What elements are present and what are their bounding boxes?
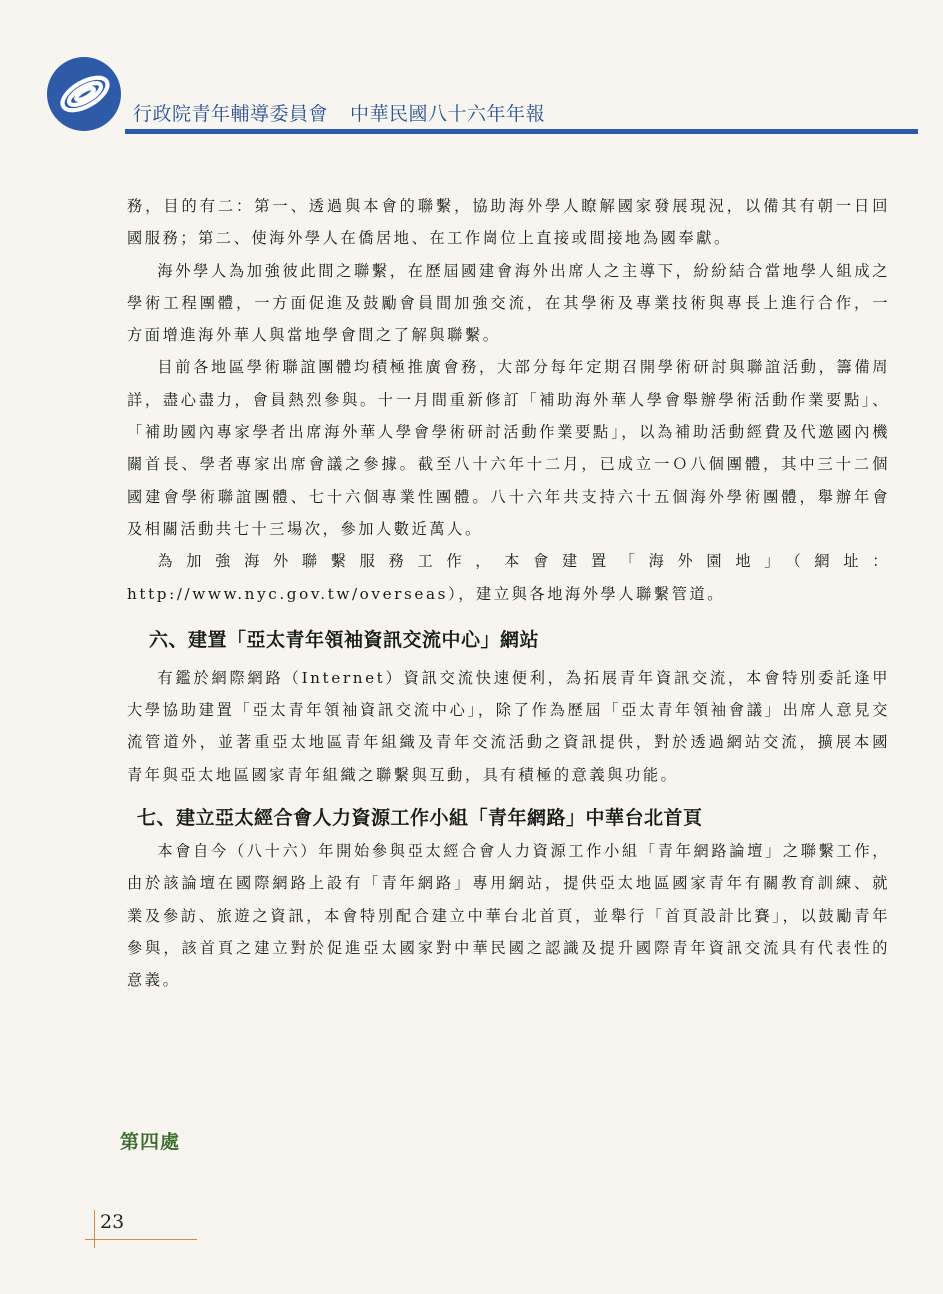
paragraph-overseas-website: 為加強海外聯繫服務工作，本會建置「海外園地」（網址：http://www.nyc.gov.tw/overseas），建立與各地海外學人聯繫管道。 bbox=[127, 552, 890, 603]
next-section-heading: 第四處 bbox=[120, 1131, 181, 1153]
body-content bbox=[127, 190, 890, 997]
header-org: 行政院青年輔導委員會 bbox=[133, 103, 329, 125]
paragraph-scholar-groups: 海外學人為加強彼此間之聯繫，在歷屆國建會海外出席人之主導下，紛紛結合當地學人組成之學術工程團體，一方面促進及鼓勵會員間加強交流，在其學術及專業技術與專長上進行合作，一方面增進海外華人與當地學會間之了解與聯繫。 bbox=[127, 261, 890, 345]
footer-horizontal-rule bbox=[85, 1239, 197, 1240]
header-title bbox=[133, 99, 545, 126]
section-7-paragraph: 本會自今（八十六）年開始參與亞太經合會人力資源工作小組「青年網路論壇」之聯繫工作，由於該論壇在國際網路上設有「青年網路」專用網站，提供亞太地區國家青年有關教育訓練、就業及參訪、旅遊之資訊，本會特別配合建立中華台北首頁，並舉行「首頁設計比賽」，以鼓勵青年參與，該首頁之建立對於促進亞太國家對中華民國之認識及提升國際青年資訊交流具有代表性的意義。 bbox=[127, 842, 890, 990]
section-6-heading: 六、建置「亞太青年領袖資訊交流中心」網站 bbox=[149, 628, 540, 651]
section-6-paragraph: 有鑑於網際網路（Internet）資訊交流快速便利，為拓展青年資訊交流，本會特別委託逢甲大學協助建置「亞太青年領袖資訊交流中心」，除了作為歷屆「亞太青年領袖會議」出席人意見交流管道外，並著重亞太地區青年組織及青年交流活動之資訊提供，對於透過網站交流，擴展本國青年與亞太地區國家青年組織之聯繫與互動，具有積極的意義與功能。 bbox=[127, 668, 890, 784]
section-7-heading: 七、建立亞太經合會人力資源工作小組「青年網路」中華台北首頁 bbox=[137, 807, 703, 830]
paragraph-continued: 務，目的有二：第一、透過與本會的聯繫，協助海外學人瞭解國家發展現況，以備其有朝一日回國服務；第二、使海外學人在僑居地、在工作崗位上直接或間接地為國奉獻。 bbox=[127, 197, 890, 248]
commission-logo-icon bbox=[45, 55, 123, 133]
page-number: 23 bbox=[100, 1211, 125, 1233]
header-report: 中華民國八十六年年報 bbox=[350, 103, 546, 125]
footer-vertical-rule bbox=[94, 1210, 95, 1248]
paragraph-academic-activities: 目前各地區學術聯誼團體均積極推廣會務，大部分每年定期召開學術研討與聯誼活動，籌備周詳，盡心盡力，會員熱烈參與。十一月間重新修訂「補助海外華人學會舉辦學術活動作業要點」、「補助國內專家學者出席海外華人學會學術研討活動作業要點」，以為補助活動經費及代邀國內機關首長、學者專家出席會議之參據。截至八十六年十二月，已成立一Ｏ八個團體，其中三十二個國建會學術聯誼團體、七十六個專業性團體。八十六年共支持六十五個海外學術團體，舉辦年會及相關活動共七十三場次，參加人數近萬人。 bbox=[127, 358, 890, 538]
header-rule bbox=[125, 129, 918, 134]
